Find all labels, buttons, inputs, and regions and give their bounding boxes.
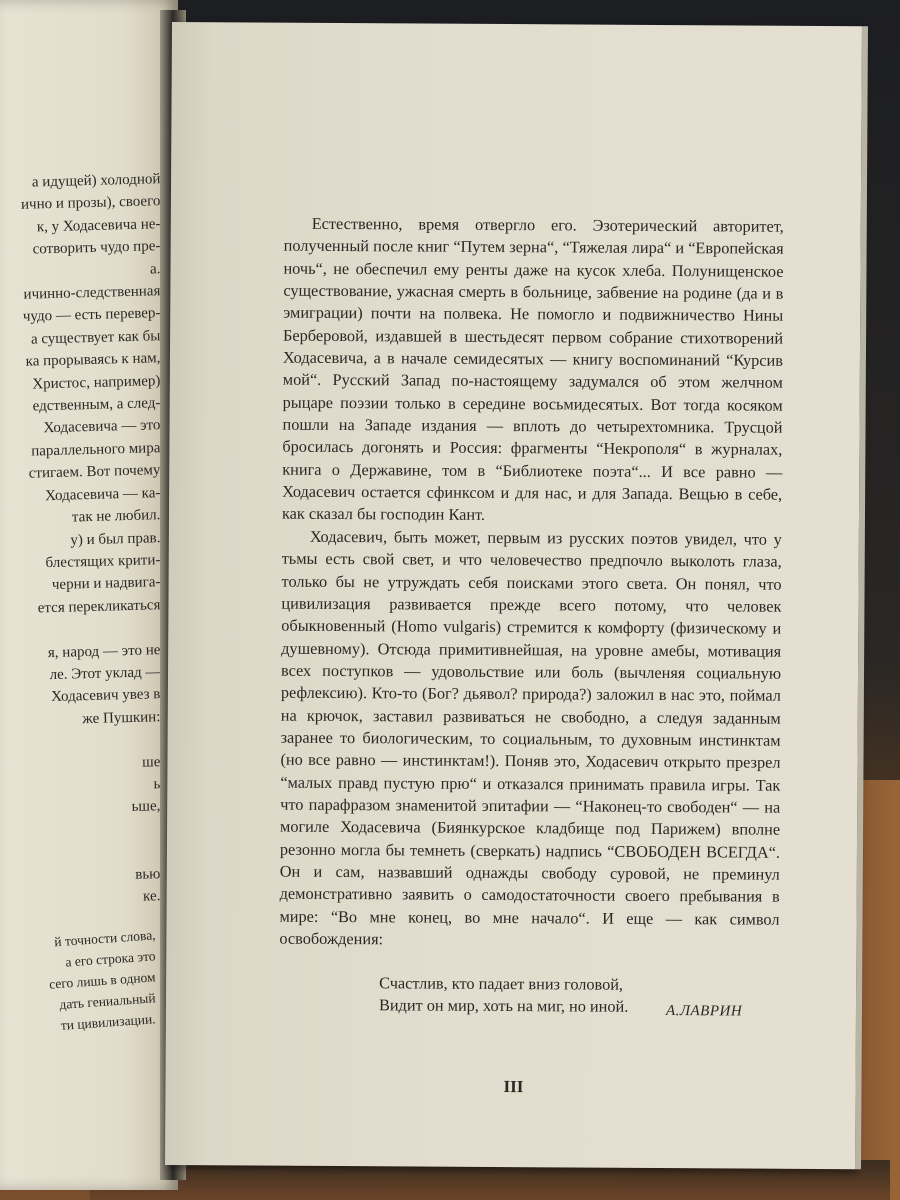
left-page-line: стигаем. Вот почему bbox=[28, 462, 161, 482]
right-page bbox=[165, 22, 862, 1169]
paragraph: Естественно, время отвергло его. Эзотерический авторитет, полученный после книг “Путем зерна“, “Тяжелая лира“ и “Европейская ночь“, не обеспечил ему ренты даже на кусок хлеба. Полунищенское существование, ужасная смерть в больнице, забвение на родине (да и в эмиграции) почти на полвека. Не помогло и подвижничество Нины Берберовой, издавшей в шестьдесят первом собрание стихотворений Ходасевича, а в начале семидесятых — книгу воспоминаний “Курсив мой“. Русский Запад по-настоящему задумался об этом желчном рыцаре поэзии только в середине восьмидесятых. Вот тогда косяком пошли на Западе издания — вплоть до четырехтомника. Трусцой бросилась догонять и Россия: фрагменты “Некрополя“ в журналах, книга о Державине, том в “Библиотеке поэта“... И все равно — Ходасевич остается сфинксом и для нас, и для Запада. Вещью в себе, как сказал бы господин Кант. bbox=[281, 213, 784, 525]
left-page-line: к, у Ходасевича не- bbox=[36, 215, 161, 236]
left-page bbox=[0, 0, 178, 1190]
left-page-line: ется перекликаться bbox=[37, 596, 161, 617]
left-page-line: ти цивилизации. bbox=[60, 1011, 157, 1033]
left-page-line: блестящих крити- bbox=[44, 552, 161, 572]
left-page-footnote bbox=[49, 928, 156, 1033]
left-page-line: я, народ — это не bbox=[47, 641, 161, 661]
left-page-line: ше bbox=[141, 753, 161, 771]
left-page-line: сотворить чудо пре- bbox=[31, 238, 161, 258]
left-page-line: Ходасевича — ка- bbox=[44, 484, 161, 504]
left-page-line: й точности слова, bbox=[54, 927, 157, 950]
poem-line: Счастлив, кто падает вниз головой, bbox=[379, 973, 624, 995]
left-page-line: Христос, например) bbox=[31, 372, 161, 393]
left-page-line: ле. Этот уклад — bbox=[48, 664, 161, 684]
left-page-line: а существует как бы bbox=[30, 328, 161, 348]
poem-line: Видит он мир, хоть на миг, но иной. bbox=[378, 995, 629, 1017]
page-number: III bbox=[503, 1077, 524, 1097]
left-page-line: у) и был прав. bbox=[69, 529, 161, 549]
left-page-line: так не любил. bbox=[71, 507, 161, 526]
left-page-line: а его строка это bbox=[65, 948, 157, 970]
left-page-line bbox=[20, 840, 160, 866]
left-page-line: едственным, а след- bbox=[32, 395, 161, 415]
left-page-text bbox=[21, 170, 160, 909]
left-page-line: а идущей) холодной bbox=[31, 171, 161, 191]
left-page-line: дать гениальный bbox=[59, 990, 157, 1012]
author-signature: А.ЛАВРИН bbox=[665, 1003, 743, 1020]
left-page-line bbox=[20, 616, 160, 642]
left-page-line: вью bbox=[134, 865, 161, 883]
article-text bbox=[279, 213, 784, 1019]
left-page-line: черни и надвига- bbox=[51, 574, 161, 594]
left-page-line: ичинно-следственная bbox=[22, 283, 161, 303]
left-page-line: Ходасевича — это bbox=[42, 417, 161, 437]
left-page-line: же Пушкин: bbox=[81, 708, 161, 727]
left-page-line: ьше, bbox=[130, 798, 161, 816]
left-page-line: а. bbox=[149, 260, 161, 278]
left-page-line: ка прорываясь к нам, bbox=[25, 350, 161, 370]
left-page-line bbox=[20, 728, 160, 754]
left-page-line: ично и прозы), своего bbox=[20, 193, 161, 214]
paragraph: Ходасевич, быть может, первым из русских поэтов увидел, что у тьмы есть свой свет, и что человечество предпочло выколоть глаза, только бы не утруждать себя поисками этого света. Он понял, что цивилизация развивается прежде всего потому, что человек обыкновенный (Homo vulgaris) стремится к комфорту (физическому и душевному). Отсюда примитивнейшая, на уровне амебы, мотивация всех поступков — удовольствие или боль (вычленяя социальную рефлексию). Кто-то (Бог? дьявол? природа?) заложил в нас это, поймал на крючок, заставил развиваться не свободно, а следуя заданным заранее то биологическим, то социальным, то духовным инстинктам (но все равно — инстинктам!). Поняв это, Ходасевич открыто презрел “малых правд пустую прю“ и отказался принимать правила игры. Так что парафразом знаменитой эпитафии — “Наконец-то свободен“ — на могиле Ходасевича (Биянкурское кладбище под Парижем) вполне резонно могла бы темнеть (сверкать) надпись “СВОБОДЕН ВСЕГДА“. Он и сам, назвавший однажды свободу суровой, не преминул демонстративно заявить о самодостаточности своего пребывания в мире: “Во мне конец, во мне начало“. И еще — как символ освобождения: bbox=[279, 526, 782, 949]
left-page-line: параллельного мира bbox=[30, 440, 161, 460]
left-page-line: ь bbox=[152, 776, 161, 793]
left-page-line: Ходасевич увез в bbox=[50, 686, 161, 706]
left-page-line: ке. bbox=[142, 888, 161, 905]
left-page-line: сего лишь в одном bbox=[48, 969, 157, 992]
left-page-line: чудо — есть перевер- bbox=[22, 305, 161, 326]
